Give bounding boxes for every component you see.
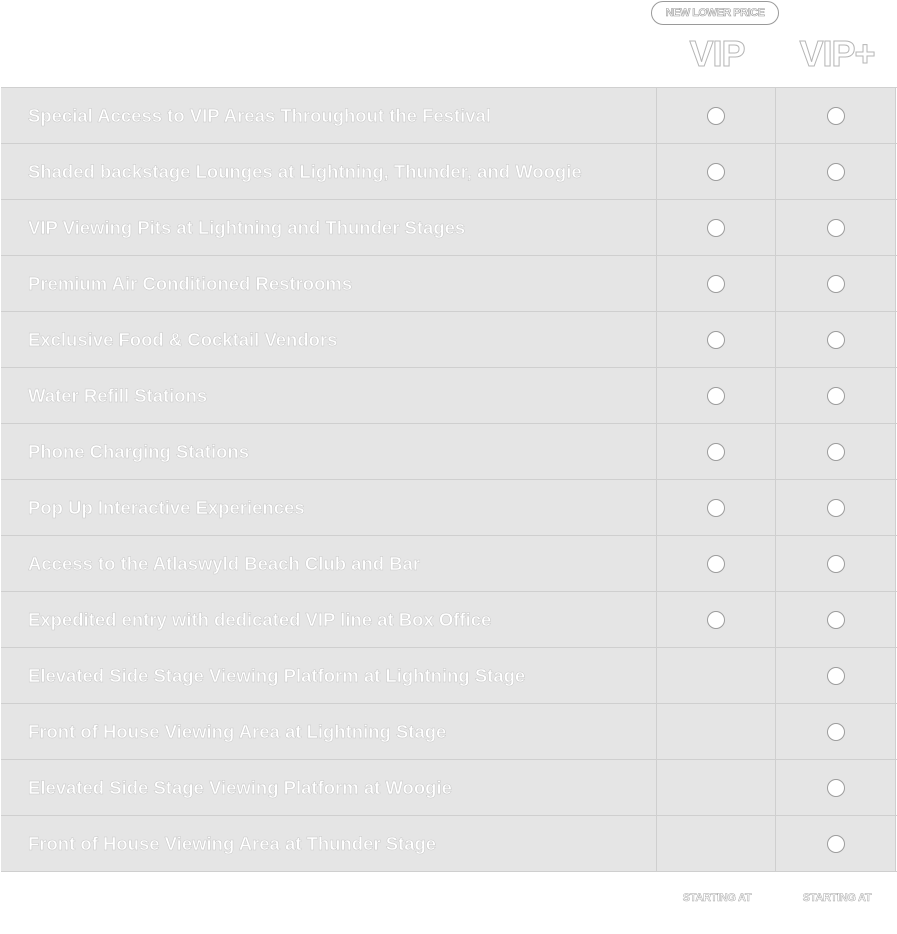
feature-label: Exclusive Food & Cocktail Vendors [1,312,657,367]
feature-label: Premium Air Conditioned Restrooms [1,256,657,311]
feature-row [1,144,897,200]
feature-row [1,648,897,704]
check-circle-icon [827,107,845,125]
vip-plus-included-cell [776,256,896,311]
check-circle-icon [827,835,845,853]
vip-included-cell [657,424,776,479]
feature-row [1,256,897,312]
check-circle-icon [827,219,845,237]
check-circle-icon [707,331,725,349]
check-circle-icon [707,163,725,181]
feature-row [1,704,897,760]
feature-label: Shaded backstage Lounges at Lightning, Thunder, and Woogie [1,144,657,199]
feature-label: VIP Viewing Pits at Lightning and Thunder Stages [1,200,657,255]
check-circle-icon [827,779,845,797]
feature-label: Special Access to VIP Areas Throughout the Festival [1,88,657,143]
vip-included-cell [657,536,776,591]
feature-label: Elevated Side Stage Viewing Platform at Lightning Stage [1,648,657,703]
check-circle-icon [827,275,845,293]
starting-at-vip-plus: STARTING AT [802,892,872,904]
feature-row [1,536,897,592]
check-circle-icon [827,443,845,461]
feature-label: Pop Up Interactive Experiences [1,480,657,535]
vip-plus-included-cell [776,144,896,199]
vip-plus-included-cell [776,760,896,815]
feature-row [1,424,897,480]
feature-row [1,200,897,256]
check-circle-icon [827,331,845,349]
feature-row [1,312,897,368]
features-comparison-table [1,87,897,872]
check-circle-icon [707,387,725,405]
vip-included-cell [657,480,776,535]
check-circle-icon [707,107,725,125]
vip-plus-included-cell [776,648,896,703]
vip-included-cell [657,256,776,311]
vip-plus-included-cell [776,704,896,759]
feature-row [1,88,897,144]
vip-included-cell [657,648,776,703]
feature-row [1,816,897,872]
feature-row [1,592,897,648]
check-circle-icon [707,443,725,461]
tier-title-vip-plus: VIP+ [799,33,875,74]
check-circle-icon [827,555,845,573]
feature-label: Elevated Side Stage Viewing Platform at Woogie [1,760,657,815]
check-circle-icon [827,667,845,685]
check-circle-icon [827,499,845,517]
vip-included-cell [657,592,776,647]
feature-label: Front of House Viewing Area at Lightning Stage [1,704,657,759]
new-lower-price-badge: NEW LOWER PRICE [651,1,779,25]
feature-label: Water Refill Stations [1,368,657,423]
check-circle-icon [827,163,845,181]
vip-included-cell [657,144,776,199]
vip-plus-included-cell [776,368,896,423]
check-circle-icon [707,275,725,293]
check-circle-icon [827,387,845,405]
check-circle-icon [827,611,845,629]
tier-title-vip: VIP [689,33,745,74]
feature-label: Phone Charging Stations [1,424,657,479]
vip-plus-included-cell [776,312,896,367]
vip-included-cell [657,200,776,255]
feature-label: Access to the Atlaswyld Beach Club and Bar [1,536,657,591]
check-circle-icon [707,499,725,517]
feature-label: Expedited entry with dedicated VIP line at Box Office [1,592,657,647]
vip-included-cell [657,760,776,815]
vip-plus-included-cell [776,816,896,871]
vip-plus-included-cell [776,200,896,255]
feature-row [1,480,897,536]
feature-row [1,760,897,816]
check-circle-icon [707,555,725,573]
check-circle-icon [707,219,725,237]
vip-plus-included-cell [776,480,896,535]
vip-plus-included-cell [776,536,896,591]
vip-plus-included-cell [776,592,896,647]
feature-row [1,368,897,424]
check-circle-icon [827,723,845,741]
vip-plus-included-cell [776,88,896,143]
vip-plus-included-cell [776,424,896,479]
vip-included-cell [657,704,776,759]
vip-included-cell [657,312,776,367]
check-circle-icon [707,611,725,629]
vip-included-cell [657,816,776,871]
vip-included-cell [657,368,776,423]
vip-included-cell [657,88,776,143]
starting-at-vip: STARTING AT [682,892,752,904]
feature-label: Front of House Viewing Area at Thunder Stage [1,816,657,871]
